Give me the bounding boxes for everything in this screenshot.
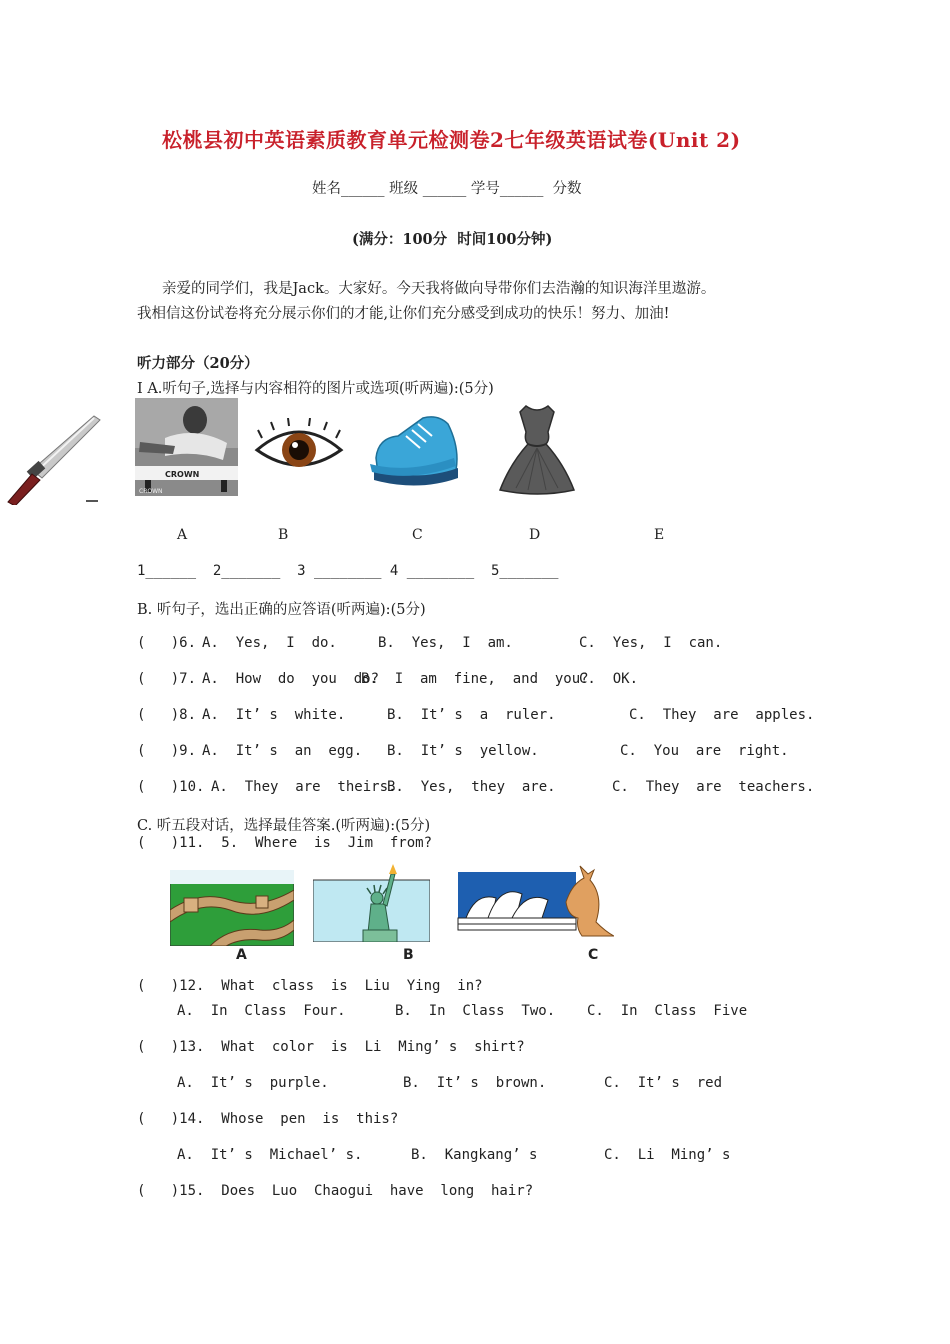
svg-text:CROWN: CROWN bbox=[139, 488, 163, 495]
page-title: 松桃县初中英语素质教育单元检测卷2七年级英语试卷(Unit 2) bbox=[162, 128, 741, 152]
sydney-opera-house-kangaroo-picture bbox=[456, 862, 614, 942]
answer-blanks: 1______ 2_______ 3 ________ 4 ________ 5_______ bbox=[137, 563, 559, 579]
question-9-option-b: B. It’ s yellow. bbox=[387, 743, 539, 759]
hurdler-picture bbox=[135, 398, 238, 496]
question-13-option-b: B. It’ s brown. bbox=[403, 1075, 547, 1091]
question-8-number: ( )8. bbox=[137, 707, 197, 723]
knife-picture bbox=[2, 410, 102, 505]
score-time-line: (满分：100分 时间100分钟) bbox=[352, 231, 553, 248]
question-15: ( )15. Does Luo Chaogui have long hair? bbox=[137, 1183, 534, 1199]
part-b-instruction: B. 听句子，选出正确的应答语(听两遍):(5分) bbox=[137, 602, 426, 618]
listening-heading: 听力部分（20分） bbox=[137, 355, 259, 372]
pic-label-sydney: C bbox=[588, 947, 599, 963]
question-14-option-c: C. Li Ming’ s bbox=[604, 1147, 731, 1163]
great-wall-picture bbox=[170, 870, 294, 946]
question-6-option-c: C. Yes, I can. bbox=[579, 635, 723, 651]
pic-label-liberty: B bbox=[403, 947, 414, 963]
question-10-option-a: A. They are theirs. bbox=[211, 779, 397, 795]
eye-picture bbox=[254, 418, 344, 478]
question-14-option-a: A. It’ s Michael’ s. bbox=[177, 1147, 363, 1163]
question-8-option-b: B. It’ s a ruler. bbox=[387, 707, 556, 723]
question-12-option-c: C. In Class Five bbox=[587, 1003, 748, 1019]
question-10-option-c: C. They are teachers. bbox=[612, 779, 815, 795]
pic-label-e: E bbox=[654, 527, 665, 543]
question-11: ( )11. 5. Where is Jim from? bbox=[137, 835, 433, 851]
part-c-instruction: C. 听五段对话，选择最佳答案.(听两遍):(5分) bbox=[137, 818, 431, 834]
intro-line-2: 我相信这份试卷将充分展示你们的才能,让你们充分感受到成功的快乐！努力、加油! bbox=[137, 306, 670, 322]
question-13: ( )13. What color is Li Ming’ s shirt? bbox=[137, 1039, 525, 1055]
question-7-option-a: A. How do you do? bbox=[202, 671, 380, 687]
pic-label-d: D bbox=[529, 527, 541, 543]
question-6-option-a: A. Yes, I do. bbox=[202, 635, 337, 651]
question-7-number: ( )7. bbox=[137, 671, 197, 687]
question-10-option-b: B. Yes, they are. bbox=[387, 779, 556, 795]
question-8-option-a: A. It’ s white. bbox=[202, 707, 346, 723]
dress-picture bbox=[498, 404, 576, 496]
question-9-number: ( )9. bbox=[137, 743, 197, 759]
question-7-option-b: B. I am fine, and you? bbox=[361, 671, 589, 687]
question-13-option-c: C. It’ s red bbox=[604, 1075, 723, 1091]
intro-line-1: 亲爱的同学们，我是Jack。大家好。今天我将做向导带你们去浩瀚的知识海洋里遨游。 bbox=[162, 281, 716, 297]
question-8-option-c: C. They are apples. bbox=[629, 707, 815, 723]
pic-label-great-wall: A bbox=[236, 947, 247, 963]
sneaker-picture bbox=[368, 408, 463, 496]
question-12-option-a: A. In Class Four. bbox=[177, 1003, 346, 1019]
question-12-option-b: B. In Class Two. bbox=[395, 1003, 556, 1019]
pic-label-a: A bbox=[177, 527, 188, 543]
question-12: ( )12. What class is Liu Ying in? bbox=[137, 978, 483, 994]
question-13-option-a: A. It’ s purple. bbox=[177, 1075, 329, 1091]
question-9-option-c: C. You are right. bbox=[620, 743, 789, 759]
question-10-number: ( )10. bbox=[137, 779, 205, 795]
student-info-line: 姓名______ 班级 ______ 学号______ 分数 bbox=[312, 181, 582, 197]
question-7-option-c: C. OK. bbox=[579, 671, 639, 687]
pic-label-c: C bbox=[412, 527, 423, 543]
hurdle-sign: CROWN bbox=[165, 470, 200, 479]
question-14-option-b: B. Kangkang’ s bbox=[411, 1147, 538, 1163]
part-a-instruction: Ⅰ A.听句子,选择与内容相符的图片或选项(听两遍):(5分) bbox=[137, 381, 494, 397]
question-6-option-b: B. Yes, I am. bbox=[378, 635, 513, 651]
question-14: ( )14. Whose pen is this? bbox=[137, 1111, 399, 1127]
question-6-number: ( )6. bbox=[137, 635, 197, 651]
pic-label-b: B bbox=[278, 527, 289, 543]
question-9-option-a: A. It’ s an egg. bbox=[202, 743, 363, 759]
statue-of-liberty-picture bbox=[313, 864, 430, 942]
